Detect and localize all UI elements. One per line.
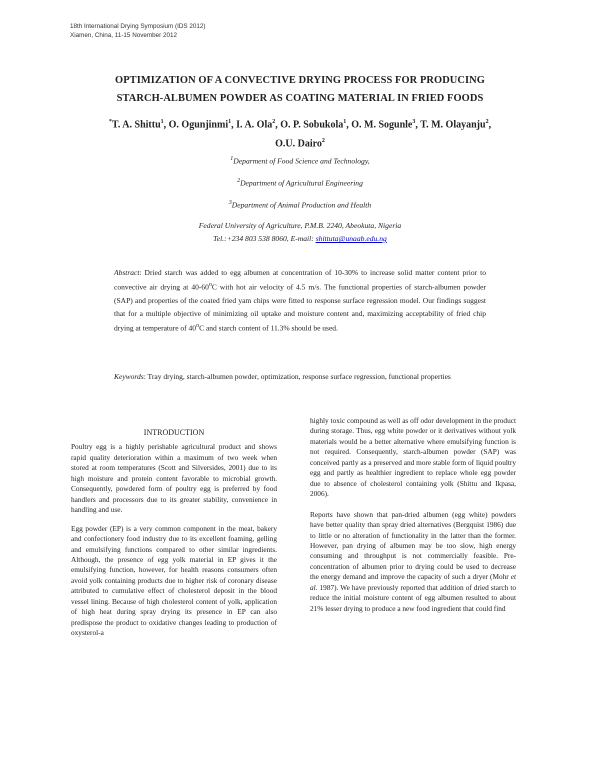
conference-name: 18th International Drying Symposium (IDS 2012): [70, 23, 206, 30]
keywords-text: : Tray drying, starch-albumen powder, optimization, response surface regression, functional properties: [143, 372, 451, 381]
abstract: [114, 266, 486, 335]
affil-text: Deparment of Food Science and Technology,: [233, 156, 370, 166]
affiliation-1: [60, 156, 540, 166]
abstract-text: C with hot air velocity of 4.5 m/s. The functional properties of starch-albumen powder (SAP) and properties of the coated fried yam chips were fitted to response surface regression model. Our findings suggest that for a multiple objective of minimizing oil uptake and moisture content and, maximizing acceptability of fried chip drying at temperature of 40: [114, 282, 486, 333]
corresponding-mark: *: [108, 119, 112, 125]
author: T. M. Olayanju: [420, 119, 486, 131]
author-sup: 1: [160, 119, 164, 125]
affil-sup: 2: [237, 178, 241, 184]
paper-title: [60, 72, 540, 108]
conference-location: Xiamen, China, 11-15 November 2012: [70, 32, 177, 39]
title-line-1: OPTIMIZATION OF A CONVECTIVE DRYING PROCESS FOR PRODUCING: [115, 75, 485, 86]
author: O. M. Sogunle: [351, 119, 413, 131]
abstract-text: : Dried starch was added to egg albumen at concentration of 10-30% to increase solid matter content prior to convective air drying at 40-60: [114, 268, 486, 292]
author-sup: 1: [228, 119, 232, 125]
phone-text: Tel.:+234 803 538 8060, E-mail:: [213, 234, 316, 243]
paragraph: highly toxic compound as well as off odor development in the product during storage. Thus, egg white powder or it derivatives without yolk materials would be a better alternative where emulsifying function is not required. Consequently, starch-albumen powder (SAP) was conceived partly as a preserved and more stable form of liquid poultry egg and partly as healthier ingredient to replace whole egg powder due to absence of cholesterol containing yolk (Shittu and Ikpasa, 2006).: [310, 416, 516, 499]
author: O.U. Dairo: [275, 138, 322, 150]
paragraph: [310, 510, 516, 615]
et-al: et al.: [310, 572, 516, 592]
author-sup: 2: [485, 119, 489, 125]
title-line-2: STARCH-ALBUMEN POWDER AS COATING MATERIAL IN FRIED FOODS: [116, 93, 484, 104]
affiliation-2: [60, 178, 540, 188]
affil-text: Department of Agricultural Engineering: [240, 178, 363, 188]
degree-mark: o: [196, 323, 200, 330]
degree-mark: o: [208, 282, 212, 289]
author-sup: 2: [272, 119, 276, 125]
affil-text: Department of Animal Production and Health: [231, 200, 372, 210]
author: O. Ogunjinmi: [168, 119, 229, 131]
abstract-text: C and starch content of 11.3% should be used.: [199, 323, 338, 333]
author-sup: 2: [321, 138, 325, 145]
author-sup: 3: [412, 119, 416, 125]
keywords-label: Keywords: [114, 372, 144, 381]
paragraph: Poultry egg is a highly perishable agricultural product and shows rapid quality deterioration within a maximum of two week when stored at room temperatures (Scott and Silversides, 2001) due to its high moisture and protein content favorable to microbial growth. Consequently, powdered form of poultry egg is preferred by food handlers and processors due to its greater stability, convenience in handling and use.: [71, 442, 277, 515]
abstract-label: Abstract: [114, 268, 140, 277]
paragraph: Egg powder (EP) is a very common component in the meat, bakery and confectionery food industry due to its excellent foaming, gelling and emulsifying functions compared to other similar ingredients. Although, the presence of egg yolk material in EP gives it the emulsifying function, however, for health reasons consumers often avoid yolk containing products due to higher risk of coronary disease attributed to cumulative effect of cholesterol deposit in the blood vessel lining. Because of high cholesterol content of yolk, application of high heat during spray drying its presence in EP can also predispose the product to oxidative changes leading to production of oxysterol-a: [71, 523, 277, 638]
author: O. P. Sobukola: [280, 119, 344, 131]
right-column: [310, 416, 516, 622]
paragraph-text: Reports have shown that pan-dried albumen (egg white) powders have better quality than spray dried alternatives (Bergquist 1986) due to little or no alteration of functionality in the latter than the former. However, pan drying of albumen may be too slow, high energy consuming and throughput is not commercially feasible. Pre-concentration of albumen prior to drying could be used to decrease the energy demand and improve the capacity of such a dryer (Mohr: [310, 509, 516, 582]
keywords: [114, 372, 486, 382]
author-list: *T. A. Shittu$^1$, O. Ogunjinmi$^1$, I. A. Ola$^2$, O. P. Sobukola$^1$, O. M. Sogunle$^3$, T. M. Olayanju$^2$, O.U. Dairo$^2$: [108, 119, 492, 150]
university-address: Federal University of Agriculture, P.M.B. 2240, Abeokuta, Nigeria: [198, 221, 402, 230]
contact-line: [60, 234, 540, 243]
paragraph-text: 1987). We have previously reported that addition of dried starch to reduce the initial moisture content of egg albumen resulted to about 21% lesser drying to produce a new food ingredient that could find: [310, 582, 516, 613]
affiliation-3: [60, 200, 540, 210]
running-header: [70, 22, 205, 40]
email-link[interactable]: shittuta@unaab.edu.ng: [315, 234, 387, 243]
affil-sup: 1: [230, 156, 234, 162]
left-column: [71, 428, 277, 647]
author: I. A. Ola: [236, 119, 273, 131]
author-sup: 1: [343, 119, 347, 125]
section-heading-introduction: INTRODUCTION: [143, 428, 205, 437]
author: T. A. Shittu: [111, 119, 161, 131]
affil-sup: 3: [228, 200, 232, 206]
